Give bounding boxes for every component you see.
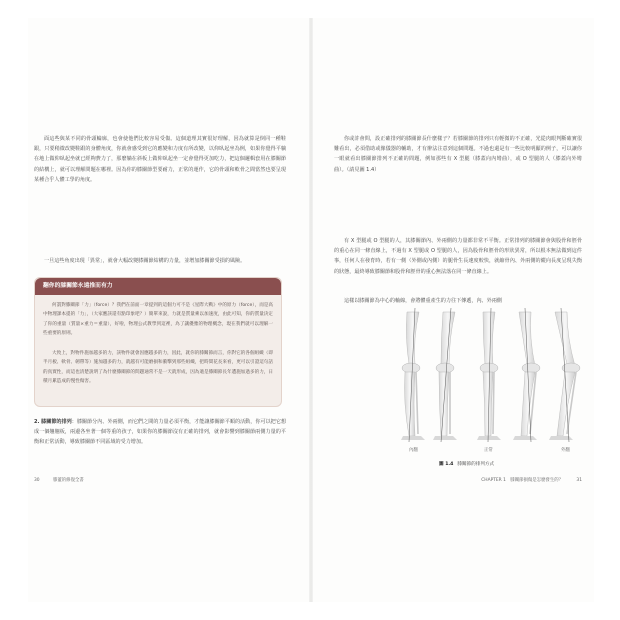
right-page-number: 31 (576, 478, 582, 483)
left-paragraph-1: 面這些與某不同的骨頭輪廓，也會使他們比較容易受傷。這個道理其實很好理解，因為就算是倒同一種鞋跟，只要稍微改變鞋跟的身體角度，你就會感受到它的應變和力度有所改變，以仰臥起坐為例，如果你覺得平躺在地上做仰臥起坐就已經夠費力了，那麼躺在斜板上做仰臥起坐一定會覺得更加吃力，把這個邏輯套用在膝關節的結構上，就可以理解問題在哪裡。因為你的膝關節型要耐力，正常的運作，它的骨頭和軟骨之間當然也要呈現某種合乎人體工學的角度。 (34, 136, 286, 183)
leg-illustration-2 (433, 308, 457, 442)
figure-label-valgus: 外翻 (561, 448, 570, 453)
knee-alignment-paragraph (34, 417, 286, 448)
sidebar-box (34, 277, 282, 407)
left-paragraph-2: 一旦這些角度出現「異常」，就會大幅改變膝關節結構的力量，並增加膝關節受損的風險。 (44, 258, 246, 264)
book-spread (28, 18, 594, 602)
sidebar-box-paragraph-2: 大致上，對物件施加越多的力，該物件就會因應越多的力，因此，就你的膝關節而言，你對它的各個組織（即半月板、軟骨、韌帶等）施加越多的力，就越有可能磨損和衝擊到那些組織，把時間花長來看，更可以引證這句話的真實性，而這也清楚說明了為什麼膝關節的問題通常不是一天就形成，因為適是膝關節長年遭施加過多的力，日積月累造成的慢性傷害。 (43, 351, 273, 385)
right-page (311, 18, 594, 602)
varus-leg-illustration (401, 308, 425, 442)
section-number: 2. (34, 419, 40, 425)
figure-caption-text: 膝關節的排列方式 (457, 462, 495, 467)
sidebar-box-paragraph-1: 何謂對膝關節「力」（force）？我們在前面一章提到的這個力可不是《星際大戰》中的原力（force），而是高中物理課本提的「力」，（大家應該還有點印象吧？）簡單來說，力就是質量乘以加速度，由此可知，你的質量決定了你的重量（質量×重力＝重量），好啦，物理公式教學到這裡，為了讓優雅的物理概念，現在我們就可以理解一些重要的原則。 (43, 303, 273, 337)
left-page (28, 18, 311, 602)
right-paragraph-1: 你或許會問，設正確排列的膝關節長什麼樣子？若膝關節的排列只有輕微的不正確，光從肉眼判斷確實很難看出，必須借助或像儀器的輔助，才有辦法注意到這個問題。不過也還是有一些比較明顯的例子，可以讓你一眼就看出膝關節排列不正確的問題，例如那些有 X 型腿（膝蓋向內彎曲），或 O 型腿的人（膝蓋向外彎曲）。（請見圖 1.4） (334, 136, 582, 173)
right-paragraph-3: 這樣以膝關節為中心的軸線，會將體重產生的力往下傳遞，內、外兩側 (344, 298, 502, 304)
figure-label-normal: 正常 (484, 448, 493, 453)
valgus-leg-illustration (549, 308, 580, 442)
figure-label-varus: 內翻 (409, 448, 418, 453)
sidebar-box-title: 翻你的膝關節永遠推而有力 (35, 278, 281, 295)
right-running-head: CHAPTER 1 膝關節損傷是怎麼發生的？ (481, 478, 563, 483)
right-paragraph-2: 有 X 型腿或 O 型腿的人，其膝關節內、外兩側的力量都非常不平衡。正常排列的膝關節會與股骨和脛骨的重心在同一條直線上，不過有 X 型腿或 O 型腿的人，因為股骨和脛骨的形狀異常，所以根本無法做到這件事，任何人在發育時，若有一側（外側或內側）的腿骨生長速度較快，就縮骨內、外兩側的縱向長度呈現失衡的狀態，最終導致膝關節和股骨和脛骨的重心無法落在同一條直線上。 (334, 238, 582, 275)
left-folio (34, 477, 84, 483)
figure-caption-number: 圖 1.4 (439, 462, 454, 467)
knee-alignment-figure (385, 308, 585, 456)
left-page-number: 30 (34, 478, 40, 483)
left-running-head: 膝蓋的修復全書 (53, 478, 84, 483)
section-text: ：膝關節分內、外兩側，而它們之間的力量必須平衡，才能讓膝關節平順的活動，你可以把它想成一個翹翹板，兩邊各坐著一個等重的孩子，如果你的膝關節沒有正確的排列，就會影響到膝關節兩側力量的平衡和正常活動，導致膝關節不同區域的受力增加。 (34, 419, 286, 446)
right-folio (481, 477, 582, 483)
figure-caption (439, 461, 494, 467)
leg-illustration-4 (513, 308, 540, 442)
section-heading: 膝關節的排列 (41, 419, 72, 425)
normal-leg-illustration (477, 308, 501, 442)
